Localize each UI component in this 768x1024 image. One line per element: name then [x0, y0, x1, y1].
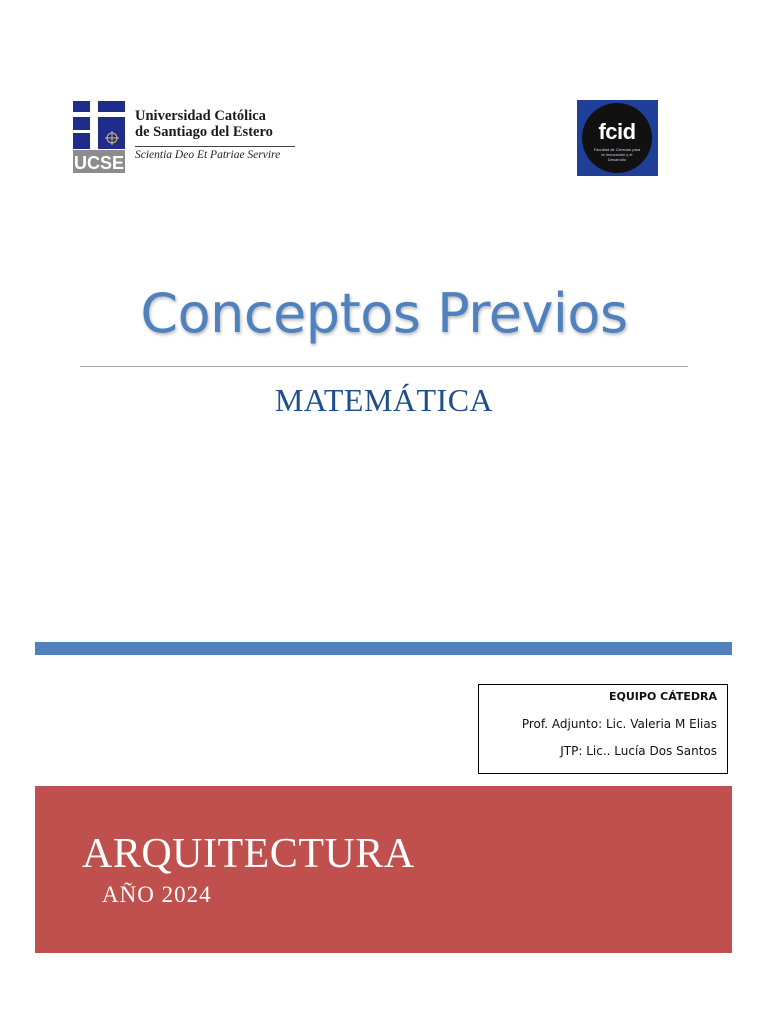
university-name-line1: Universidad Católica — [135, 108, 266, 124]
career-year: AÑO 2024 — [102, 882, 212, 907]
document-title: Conceptos Previos — [140, 282, 628, 345]
career-banner — [35, 786, 732, 953]
subject-title: MATEMÁTICA — [274, 382, 494, 418]
accent-bar — [35, 642, 732, 655]
fcid-subtitle: Facultad de Ciencias para la Innovación y el Desarrollo — [593, 147, 641, 162]
faculty-logo — [577, 100, 658, 176]
university-name-line2: de Santiago del Estero — [135, 124, 273, 140]
team-box — [478, 684, 728, 774]
university-name-block — [135, 108, 295, 161]
ucse-emblem-letters: UCSE — [73, 153, 125, 173]
fcid-circle-icon — [582, 103, 652, 173]
fcid-wordmark: fcid — [598, 119, 636, 144]
university-motto: Scientia Deo Et Patriae Servire — [135, 146, 295, 161]
team-jtp: JTP: Lic.. Lucía Dos Santos — [560, 744, 717, 758]
career-name: ARQUITECTURA — [82, 831, 415, 877]
university-logo — [72, 100, 292, 176]
team-professor: Prof. Adjunto: Lic. Valeria M Elias — [521, 717, 717, 731]
ucse-emblem-icon — [72, 100, 126, 174]
team-heading: EQUIPO CÁTEDRA — [609, 690, 717, 703]
title-divider — [80, 366, 688, 367]
